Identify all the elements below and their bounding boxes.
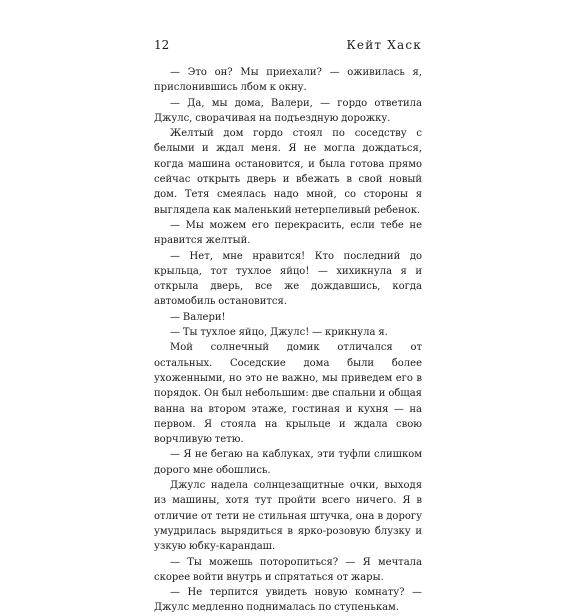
- paragraph: Желтый дом гордо стоял по соседству с белыми и ждал меня. Я не могла дождаться, когда машина остановится, и была готова прямо сейчас открыть дверь и вбежать в свой новый дом. Тетя смеялась надо мной, со стороны я выглядела как маленький нетерпеливый ребенок.: [154, 128, 422, 216]
- page-number: 12: [154, 38, 170, 52]
- paragraph: — Это он? Мы приехали? — оживилась я, прислонившись лбом к окну.: [154, 67, 422, 94]
- book-author: Кейт Хаск: [346, 38, 422, 52]
- paragraph: Джулс надела солнцезащитные очки, выходя из машины, хотя тут пройти всего ничего. Я в отличие от тети не стильная штучка, она в дорогу умудрилась вырядиться в ярко-розовую блузку и узкую юбку-карандаш.: [154, 480, 422, 553]
- running-head: [154, 38, 422, 52]
- paragraph: — Ты можешь поторопиться? — Я мечтала скорее войти внутрь и спрятаться от жары.: [154, 556, 422, 583]
- paragraph: Мой солнечный домик отличался от остальных. Соседские дома были более ухоженными, но это не важно, мы приведем его в порядок. Он был небольшим: две спальни и общая ванна на втором этаже, гостиная и кухня — на первом. Я стояла на крыльце и ждала свою ворчливую тетю.: [154, 342, 422, 446]
- paragraph: — Да, мы дома, Валери, — гордо ответила Джулс, сворачивая на подъездную дорожку.: [154, 97, 422, 124]
- paragraph: — Мы можем его перекрасить, если тебе не нравится желтый.: [154, 219, 422, 247]
- paragraph: — Ты тухлое яйцо, Джулс! — крикнула я.: [170, 327, 388, 339]
- paragraph: — Не терпится увидеть новую комнату? — Джулс медленно поднималась по ступенькам.: [154, 587, 422, 614]
- paragraph: — Валери!: [170, 311, 226, 323]
- body-text: [154, 65, 422, 616]
- paragraph: — Нет, мне нравится! Кто последний до крыльца, тот тухлое яйцо! — хихикнула я и открыла дверь, все же дождавшись, когда автомобиль остановится.: [154, 250, 422, 308]
- paragraph: — Я не бегаю на каблуках, эти туфли слишком дорого мне обошлись.: [154, 449, 422, 476]
